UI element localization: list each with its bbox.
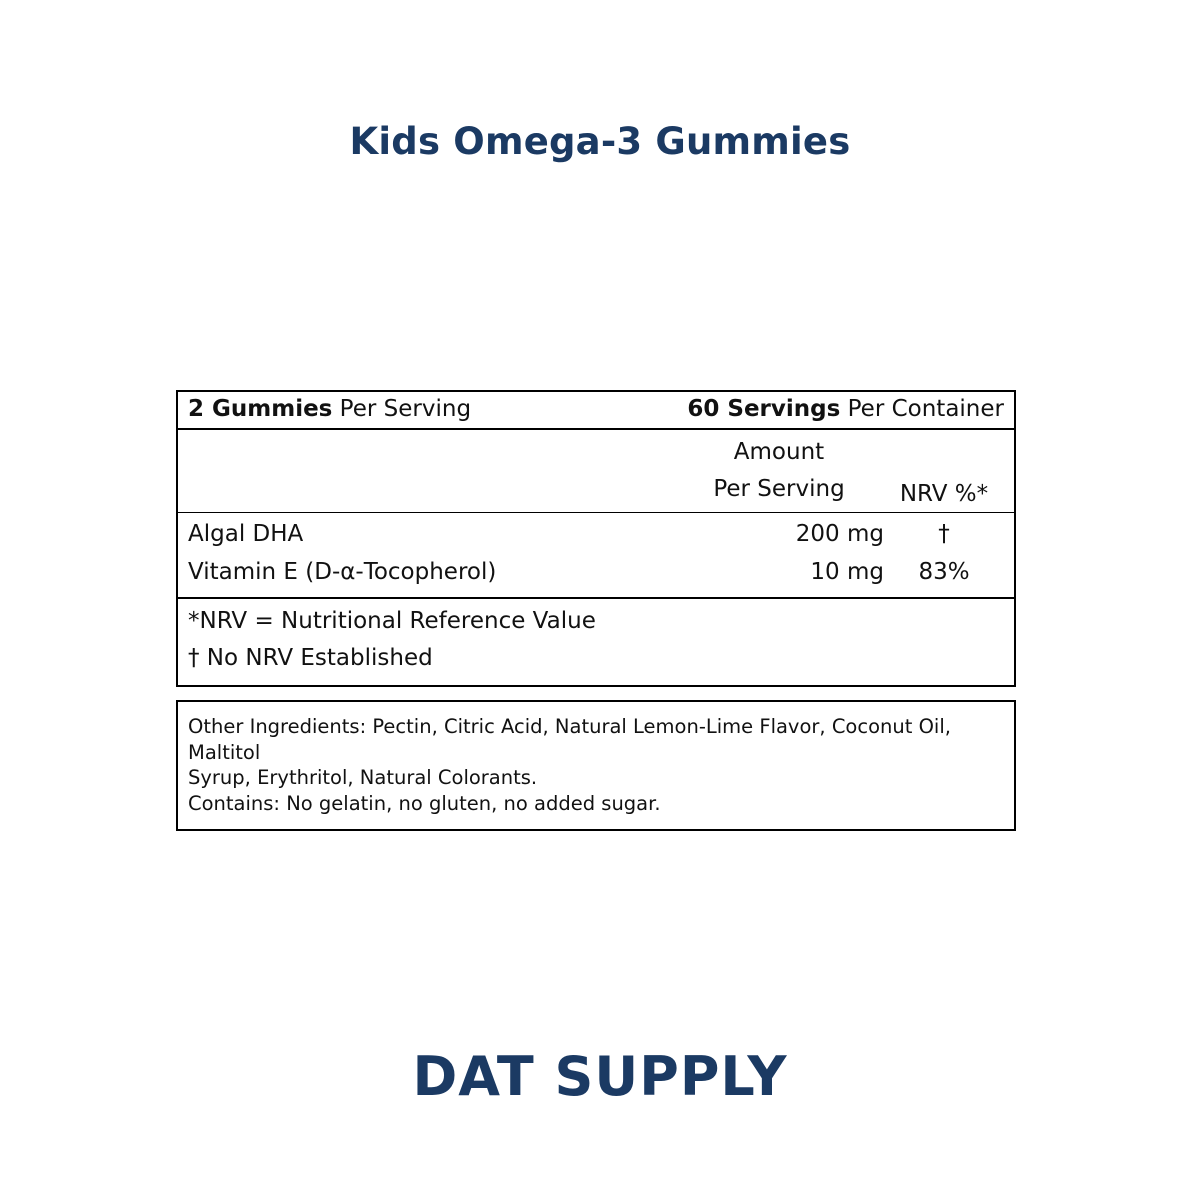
serving-info-row (178, 392, 1014, 430)
amount-header-line2: Per Serving (713, 476, 845, 503)
contains-statement: Contains: No gelatin, no gluten, no added sugar. (188, 792, 661, 816)
facts-footnotes (178, 599, 1014, 686)
amount-column-header (674, 434, 884, 508)
other-ingredients-line2: Syrup, Erythritol, Natural Colorants. (188, 766, 538, 790)
nutrient-nrv: 83% (918, 558, 970, 585)
serving-size-value: 2 Gummies (188, 396, 333, 422)
serving-size-suffix: Per Serving (332, 396, 472, 422)
footnote-no-nrv: † No NRV Established (188, 645, 433, 672)
amount-header-line1: Amount (733, 439, 825, 466)
nutrient-name: Vitamin E (D-α-Tocopherol) (188, 558, 497, 585)
nutrient-name: Algal DHA (188, 521, 304, 548)
servings-per-container (687, 396, 1004, 422)
table-row (188, 516, 1004, 554)
facts-column-headers (178, 430, 1014, 513)
other-ingredients-line1: Other Ingredients: Pectin, Citric Acid, Natural Lemon-Lime Flavor, Coconut Oil, Maltitol (188, 715, 951, 764)
footnote-nrv-definition: *NRV = Nutritional Reference Value (188, 607, 596, 634)
nutrient-amount: 10 mg (810, 558, 884, 585)
brand-name: DAT SUPPLY (412, 1045, 788, 1108)
page-title: Kids Omega-3 Gummies (349, 120, 851, 163)
servings-per-container-suffix: Per Container (840, 396, 1004, 422)
other-ingredients-box (176, 700, 1016, 831)
nutrient-column-header (188, 434, 674, 508)
nrv-column-header: NRV %* (899, 481, 989, 508)
table-row (188, 554, 1004, 592)
nutrient-list (178, 513, 1014, 599)
serving-size (188, 396, 471, 422)
supplement-facts-panel (176, 390, 1016, 687)
nutrient-nrv: † (938, 521, 950, 548)
servings-per-container-value: 60 Servings (687, 396, 841, 422)
nutrient-amount: 200 mg (795, 521, 884, 548)
